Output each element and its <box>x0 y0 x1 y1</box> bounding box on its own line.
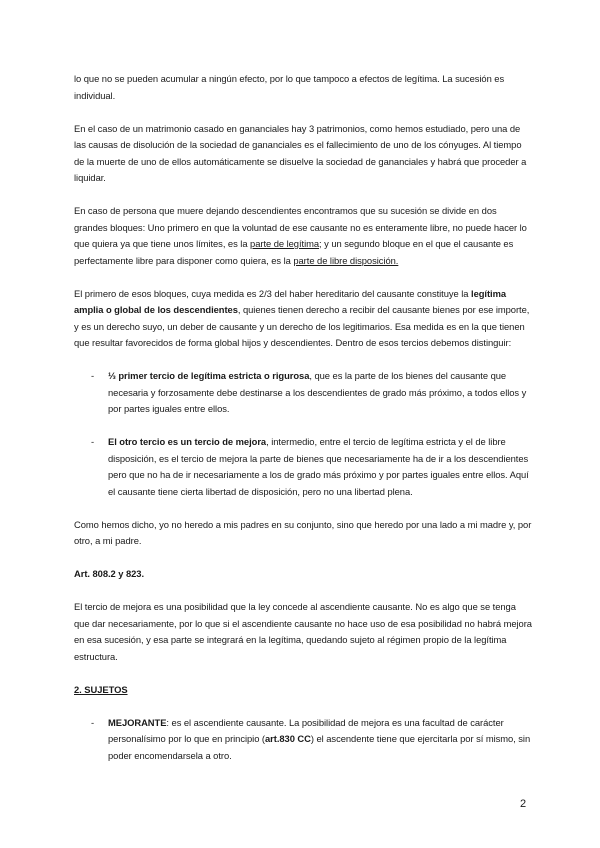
paragraph: En el caso de un matrimonio casado en gananciales hay 3 patrimonios, como hemos estudiado, pero una de las causas de disolución de la sociedad de gananciales es el fallecimiento de uno de los cónyuges. Al tiempo de la muerte de uno de ellos automáticamente se disuelve la sociedad de gananciales y habrá que proceder a liquidar. <box>74 122 527 183</box>
paragraph: Como hemos dicho, yo no heredo a mis padres en su conjunto, sino que heredo por una lado a mi madre y, por otro, a mi padre. <box>74 518 532 546</box>
text-run: ) el ascendente tiene que ejercitarla por sí mismo, sin poder encomendarsela a otro. <box>108 733 531 761</box>
list-item <box>74 368 532 418</box>
bold-term: El otro tercio es un tercio de mejora <box>108 436 267 447</box>
bold-term: art.830 CC <box>265 733 311 744</box>
text-run: , intermedio, entre el tercio de legítima estricta y el de libre disposición, es el tercio de mejora la parte de bienes que necesariamente ha de ir a los descendientes pero que no ha de ir necesariamente a los de grado más próximo y por partes iguales entre ellos. Aquí el causante tiene cierta libertad de disposición, pero no una libertad plena. <box>108 436 529 497</box>
article-heading: Art. 808.2 y 823. <box>74 568 145 579</box>
bullet-dash: - <box>91 370 95 381</box>
text-run: El primero de esos bloques, cuya medida es 2/3 del haber hereditario del causante constituye la <box>74 287 472 299</box>
list-item <box>74 434 532 500</box>
underlined-term: parte de libre disposición. <box>293 254 399 266</box>
section-heading: 2. SUJETOS <box>74 683 128 695</box>
underlined-term: parte de legítima <box>250 238 320 249</box>
text-run: ; y un segundo bloque en el que el causante es perfectamente libre para disponer como quiera, es la <box>74 238 514 266</box>
paragraph: lo que no se pueden acumular a ningún efecto, por lo que tampoco a efectos de legítima. La sucesión es individual. <box>74 73 505 101</box>
text-run: , quienes tienen derecho a recibir del causante bienes por ese importe, y es un derecho suyo, un deber de causante y un derecho de los legitimarios. Esa medida es en la que tienen que resultar favorecidos de forma global hijos y descendientes. Dentro de esos tercios debemos distinguir: <box>74 304 530 348</box>
text-run: , que es la parte de los bienes del causante que necesaria y forzosamente debe destinarse a los descendientes de grado más próximo, a todos ellos y por partes iguales entre ellos. <box>108 370 527 414</box>
list-item <box>74 715 532 765</box>
bullet-dash: - <box>91 716 95 728</box>
page-number: 2 <box>520 798 527 810</box>
paragraph: El tercio de mejora es una posibilidad que la ley concede al ascendiente causante. No es algo que se tenga que dar necesariamente, por lo que si el ascendiente causante no hace uso de esa posibilidad no habrá mejora en esa sucesión, y esa parte se integrará en la legítima, quedando sujeto al régimen propio de la legítima estructura. <box>74 601 532 662</box>
bold-term: legítima amplia o global de los descendientes <box>74 287 507 315</box>
bold-term: MEJORANTE <box>108 716 167 728</box>
text-run: En caso de persona que muere dejando descendientes encontramos que su sucesión se divide en dos grandes bloques: Uno primero en que la voluntad de ese causante no es enteramente libre, no puede hacer lo que quiera ya que tiene unos límites, es la <box>74 205 527 249</box>
paragraph <box>74 203 532 269</box>
paragraph <box>74 286 532 352</box>
text-run: : es el ascendiente causante. La posibilidad de mejora es una facultad de carácter personalísimo por lo que en principio ( <box>108 716 504 744</box>
document-body <box>74 71 532 781</box>
bullet-dash: - <box>91 436 95 447</box>
bold-term: ⅓ primer tercio de legítima estricta o rigurosa <box>108 370 310 381</box>
